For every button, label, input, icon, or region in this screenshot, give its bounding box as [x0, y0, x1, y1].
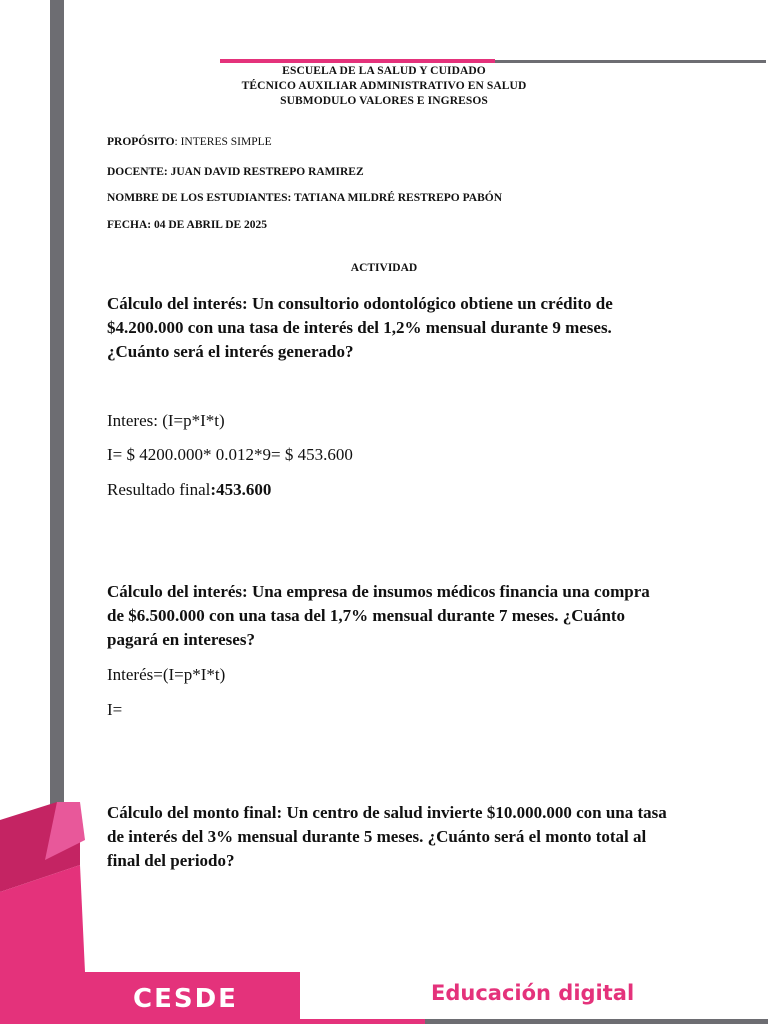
students-line: NOMBRE DE LOS ESTUDIANTES: TATIANA MILDRÉ RESTREPO PABÓN: [107, 192, 503, 204]
problem-1-result-label: Resultado final: [107, 480, 211, 499]
problem-1-question: Cálculo del interés: Un consultorio odontológico obtiene un crédito de $4.200.000 con una tasa de interés del 1,2% mensual durante 9 meses. ¿Cuánto será el interés generado?: [107, 294, 613, 361]
footer-gray-line: [425, 1019, 768, 1024]
purpose-label: PROPÓSITO: [107, 136, 175, 148]
header-accent-rule: [220, 59, 495, 63]
program-name: TÉCNICO AUXILIAR ADMINISTRATIVO EN SALUD: [241, 80, 527, 92]
cesde-logo: CESDE: [133, 984, 238, 1014]
school-name: ESCUELA DE LA SALUD Y CUIDADO: [282, 65, 486, 77]
submodule-name: SUBMODULO VALORES E INGRESOS: [280, 95, 488, 107]
tagline: Educación digital: [431, 981, 635, 1005]
purpose-value: : INTERES SIMPLE: [174, 136, 272, 148]
problem-1-result: [107, 480, 271, 500]
problem-2-formula: Interés=(I=p*I*t): [107, 665, 226, 684]
footer-accent-line: [300, 1019, 425, 1024]
problem-3-question: Cálculo del monto final: Un centro de salud invierte $10.000.000 con una tasa de interés del 3% mensual durante 5 meses. ¿Cuánto será el monto total al final del periodo?: [107, 803, 667, 870]
teacher-line: DOCENTE: JUAN DAVID RESTREPO RAMIREZ: [107, 166, 364, 178]
problem-1-calculation: I= $ 4200.000* 0.012*9= $ 453.600: [107, 445, 353, 464]
problem-1-result-value: :453.600: [210, 480, 272, 499]
footer-decoration: [0, 780, 768, 1024]
left-decorative-bar: [50, 0, 64, 810]
problem-1-formula: Interes: (I=p*I*t): [107, 411, 225, 430]
problem-2-calculation: I=: [107, 700, 123, 719]
purpose-line: [107, 136, 272, 148]
problem-2-question: Cálculo del interés: Una empresa de insumos médicos financia una compra de $6.500.000 con una tasa del 1,7% mensual durante 7 meses. ¿Cuánto pagará en intereses?: [107, 582, 650, 649]
activity-title: ACTIVIDAD: [350, 262, 418, 274]
date-line: FECHA: 04 DE ABRIL DE 2025: [107, 219, 268, 231]
